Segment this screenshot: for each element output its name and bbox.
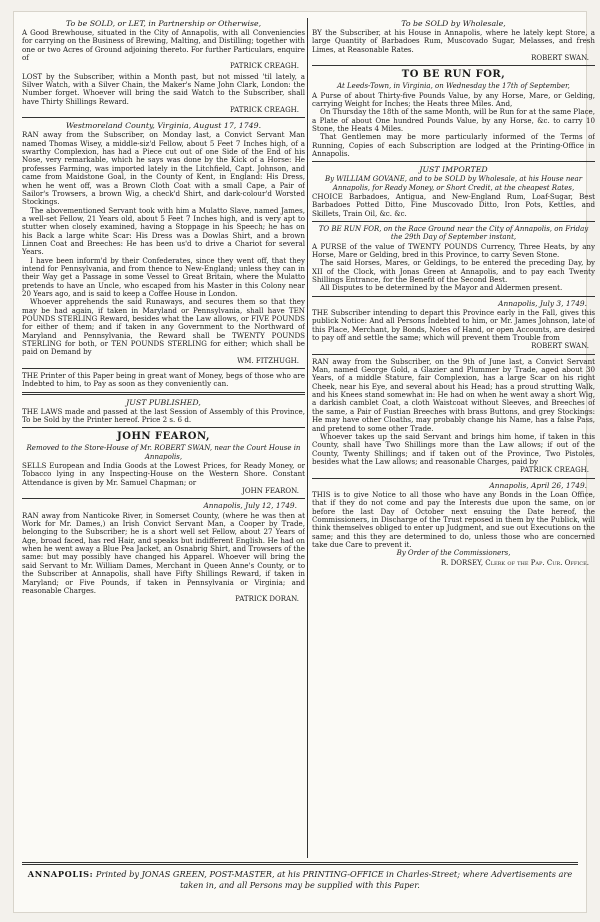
laws-heading: JUST PUBLISHED, [126,397,201,407]
double-divider [22,392,305,395]
westmoreland-signature: WM. FITZHUGH. [237,356,299,365]
westmoreland-p1: RAN away from the Subscriber, on Monday last, a Convict Servant Man named Thomas Wisey, a middle-siz'd Fellow, about 5 Feet 7 Inches high, of a swarthy Complexion, has had a Piece cut out of one Side of the End of his Nose, very remarkable, which he says was done by the Kick of a Horse: He professes Farming, was imported lately in the Litchfield, Capt. Johnson, and came from Maidstone Goal, in the County of Kent, in England: His Dress, when he went off, was a Brown Cloth Coat with a small Cape, a Pair of Sailor's Trowsers, a brown Wig, a check'd Shirt, and dark-colour'd Worsted Stockings. [22,130,305,207]
swan-depart-ad [312,300,595,351]
race-leeds-sub: At Leeds-Town, in Virginia, on Wednesday the 17th of September, [337,82,570,91]
runaway-irish-ad [22,502,305,603]
colophon-place: ANNAPOLIS: [27,869,94,879]
laws-ad [22,398,305,425]
race-annapolis-ad [312,225,595,293]
race-annapolis-p1: A PURSE of the value of TWENTY POUNDS Currency, Three Heats, by any Horse, Mare or Gelding, bred in this Province, to carry Seven Stone. [312,241,595,259]
race-leeds-p1: A Purse of about Thirty-five Pounds Value, by any Horse, Mare, or Gelding, carrying Weight for Inches; the Heats three Miles. And, [312,90,595,109]
imported-body: CHOICE Barbadoes, Antigua, and New-England Rum, Loaf-Sugar, Best Barbadoes Potted Ditto, Fine Muscovado Ditto, Iron Pots, Kettles, and Skillets, Train Oil, &c. &c. [312,192,595,218]
swan-wholesale-ad [312,19,595,62]
imported-sub: By WILLIAM GOVANE, and to be SOLD by Wholesale, at his House near Annapolis, for Ready Money, or Short Credit, at the cheapest Rates, [324,175,583,192]
runaway-westmoreland-ad [22,121,305,365]
westmoreland-p2: The abovementioned Servant took with him a Mulatto Slave, named James, a well-set Fellow, 21 Years old, about 5 Feet 7 Inches high, and is very apt to stutter when closely examined, having a Stoppage in his Speech; he has on his Back a large white Scar: His Dress was a Dowlas Shirt, and a brown Linnen Coat and Breeches: He has been us'd to drive a Chariot for several Years. [22,205,305,257]
westmoreland-p3: I have been inform'd by their Confederates, since they went off, that they intend for Pennsylvania, and from thence to New-England; unless they can in their Way get a Passage in some Vessel to Great Britain, where the Mulatto pretends to have an Uncle, who escaped from his Master in this Colony near 20 Years ago, and is said to keep a Coffee House in London. [22,255,305,298]
divider [312,161,595,162]
gold-p1: RAN away from the Subscriber, on the 9th of June last, a Convict Servant Man, named George Gold, a Glazier and Plummer by Trade, aged about 30 Years, of a middle Stature, fair Complexion, has a large Scar on his right Cheek, near his Eye, and several about his Head; has a proud strutting Walk, and his Knees stand somewhat in: He had on when he went away a short Wig, a darkish camblet Coat, a cloth Waistcoat without Sleeves, and Breeches of the same, a Pair of Fustian Breeches with brass Buttons, and grey Stockings: He may have other Cloaths, may probably change his Name, has a false Pass, and pretend to some other Trade. [312,356,595,433]
printer-notice-ad [22,372,305,389]
swan-depart-dateline: Annapolis, July 3, 1749. [498,298,587,308]
gold-signature: PATRICK CREAGH. [520,466,589,475]
irish-dateline: Annapolis, July 12, 1749. [203,501,297,511]
lost-watch-ad [22,73,305,115]
imported-heading: JUST IMPORTED [419,165,488,175]
laws-body: THE LAWS made and passed at the last Session of Assembly of this Province, To be Sold by the Printer hereof. Price 2 s. 6 d. [22,406,305,425]
swan-signature: ROBERT SWAN. [531,54,589,63]
printer-notice-body: THE Printer of this Paper being in great want of Money, begs of those who are Indebted to him, to Pay as soon as they conveniently can. [22,371,305,389]
swan-depart-body: THE Subscriber intending to depart this Province early in the Fall, gives this publick Notice: And all Persons Indebted to him, or Mr. James Johnson, late of this Place, Merchant, by Bonds, Notes of Hand, or open Accounts, are desired to pay off and settle the same; which will prevent them Trouble from [312,308,595,343]
swan-body: BY the Subscriber, at his House in Annapolis, where he lately kept Store, a large Quantity of Barbadoes Rum, Muscovado Sugar, Melasses, and fresh Limes, at Reasonable Rates. [312,28,595,54]
brewhouse-body: A Good Brewhouse, situated in the City of Annapolis, with all Conveniencies for carrying on the Business of Brewing, Malting, and Distilling; together with one or two Acres of Ground adjoining thereto. For further Particulars, enquire of [22,28,305,63]
divider [312,65,595,66]
divider [22,117,305,118]
imported-ad [312,165,595,218]
lost-watch-body: LOST by the Subscriber, within a Month past, but not missed 'til lately, a Silver Watch, with a Silver Chain, the Maker's Name John Clark, London: the Number forget. Whoever will bring the said Watch to the Subscriber, shall have Thirty Shillings Reward. [22,71,305,106]
loan-by-order: By Order of the Commissioners, [396,549,511,558]
westmoreland-dateline: Westmoreland County, Virginia, August 17, 1749. [65,121,262,131]
divider [312,296,595,297]
fearon-heading: JOHN FEARON, [117,431,210,443]
colophon-text: Printed by JONAS GREEN, POST-MASTER, at his PRINTING-OFFICE in Charles-Street; where Advertisements are taken in, and all Persons may be supplied with this Paper. [95,869,573,890]
left-column [22,18,305,856]
irish-body: RAN away from Nanticoke River, in Somerset County, (where he was then at Work for Mr. Dames,) an Irish Convict Servant Man, a Cooper by Trade, belonging to the Subscriber; he is a short well set Fellow, about 27 Years of Age, broad faced, has red Hair, and speaks but indifferent English. He had on when he went away a Blue Pea Jacket, an Osnabrig Shirt, and Trowsers of the same: but may possibly have changed his Apparel. Whoever will bring the said Servant to Mr. William Dames, Merchant in Queen Anne's County, or to the Subscriber at Annapolis, shall have Fifty Shillings Reward, if taken in Maryland; or Five Pounds, if taken in Pennsylvania or Virginia; and reasonable Charges. [22,510,305,595]
loan-dateline: Annapolis, April 26, 1749. [489,480,587,490]
fearon-ad [22,431,305,495]
divider [22,498,305,499]
westmoreland-p4: Whoever apprehends the said Runaways, and secures them so that they may be had again, if taken in Maryland or Pennsylvania, shall have TEN POUNDS STERLING Reward, besides what the Law allows, or FIVE POUNDS for either of them; and if taken in any Government to the Northward of Maryland and Pennsylvania, the Reward shall be TWENTY POUNDS STERLING for both, or TEN POUNDS STERLING for either; which shall be paid on Demand by [22,297,305,357]
column-rule [307,18,308,858]
race-annapolis-p2: The said Horses, Mares, or Geldings, to be entered the preceding Day, by XII of the Clock, with Jonas Green at Annapolis, and to pay each Twenty Shillings Entrance, for the Benefit of the Second Best. [312,258,595,285]
race-leeds-heading: TO BE RUN FOR, [401,69,506,81]
right-column [312,18,595,856]
loan-body: THIS is to give Notice to all those who have any Bonds in the Loan Office, that if they do not come and pay the Interests due upon the same, on or before the last Day of October next ensuing the Date hereof, the Commissioners, in Discharge of the Trust reposed in them by the Publick, will think themselves obliged to enter up Judgment, and sue out Executions on the same; and this they are determined to do, unless those who are concerned take due Care to prevent it. [312,489,595,549]
loan-signature: R. DORSEY, Clerk of the Pap. Cur. Office. [440,558,589,567]
divider [312,478,595,479]
fearon-sub: Removed to the Store-House of Mr. ROBERT SWAN, near the Court House in Annapolis, [26,444,301,461]
loan-office-ad [312,482,595,567]
divider [312,354,595,355]
swan-heading: To be SOLD by Wholesale, [401,19,506,28]
race-annapolis-p3: All Disputes to be determined by the Mayor and Aldermen present. [320,283,563,293]
irish-signature: PATRICK DORAN. [235,595,299,604]
lost-watch-signature: PATRICK CREAGH. [230,106,299,115]
swan-depart-signature: ROBERT SWAN. [531,342,589,351]
gold-p2: Whoever takes up the said Servant and brings him home, if taken in this County, shall have Two Shillings more than the Law allows; if out of the County, Twenty Shillings; and if taken out of the Province, Two Pistoles, besides what the Law allows; and reasonable Charges, paid by [312,431,595,466]
brewhouse-signature: PATRICK CREAGH. [230,62,299,71]
runaway-gold-ad [312,358,595,475]
brewhouse-ad [22,19,305,71]
race-leeds-p2: On Thursday the 18th of the same Month, will be Run for at the same Place, a Plate of about One hundred Pounds Value, by any Horse, &c. to carry 10 Stone, the Heats 4 Miles. [312,107,595,134]
divider [22,368,305,369]
race-annapolis-heading: TO BE RUN FOR, on the Race Ground near the City of Annapolis, on Friday the 29th Day of September instant, [318,225,589,242]
fearon-body: SELLS European and India Goods at the Lowest Prices, for Ready Money, or Tobacco lying in any Inspecting-House on the Western Shore. Constant Attendance is given by Mr. Samuel Chapman; or [22,461,305,487]
fearon-signature: JOHN FEARON. [242,487,299,496]
race-leeds-p3: That Gentlemen may be more particularly informed of the Terms of Running, Copies of each Subscription are lodged at the Printing-Office in Annapolis. [312,132,595,159]
newspaper-page [14,12,595,912]
printer-colophon [22,862,578,891]
divider [312,221,595,222]
race-leeds-ad [312,69,595,158]
divider [22,427,305,428]
brewhouse-heading: To be SOLD, or LET, in Partnership or Otherwise, [65,19,262,28]
